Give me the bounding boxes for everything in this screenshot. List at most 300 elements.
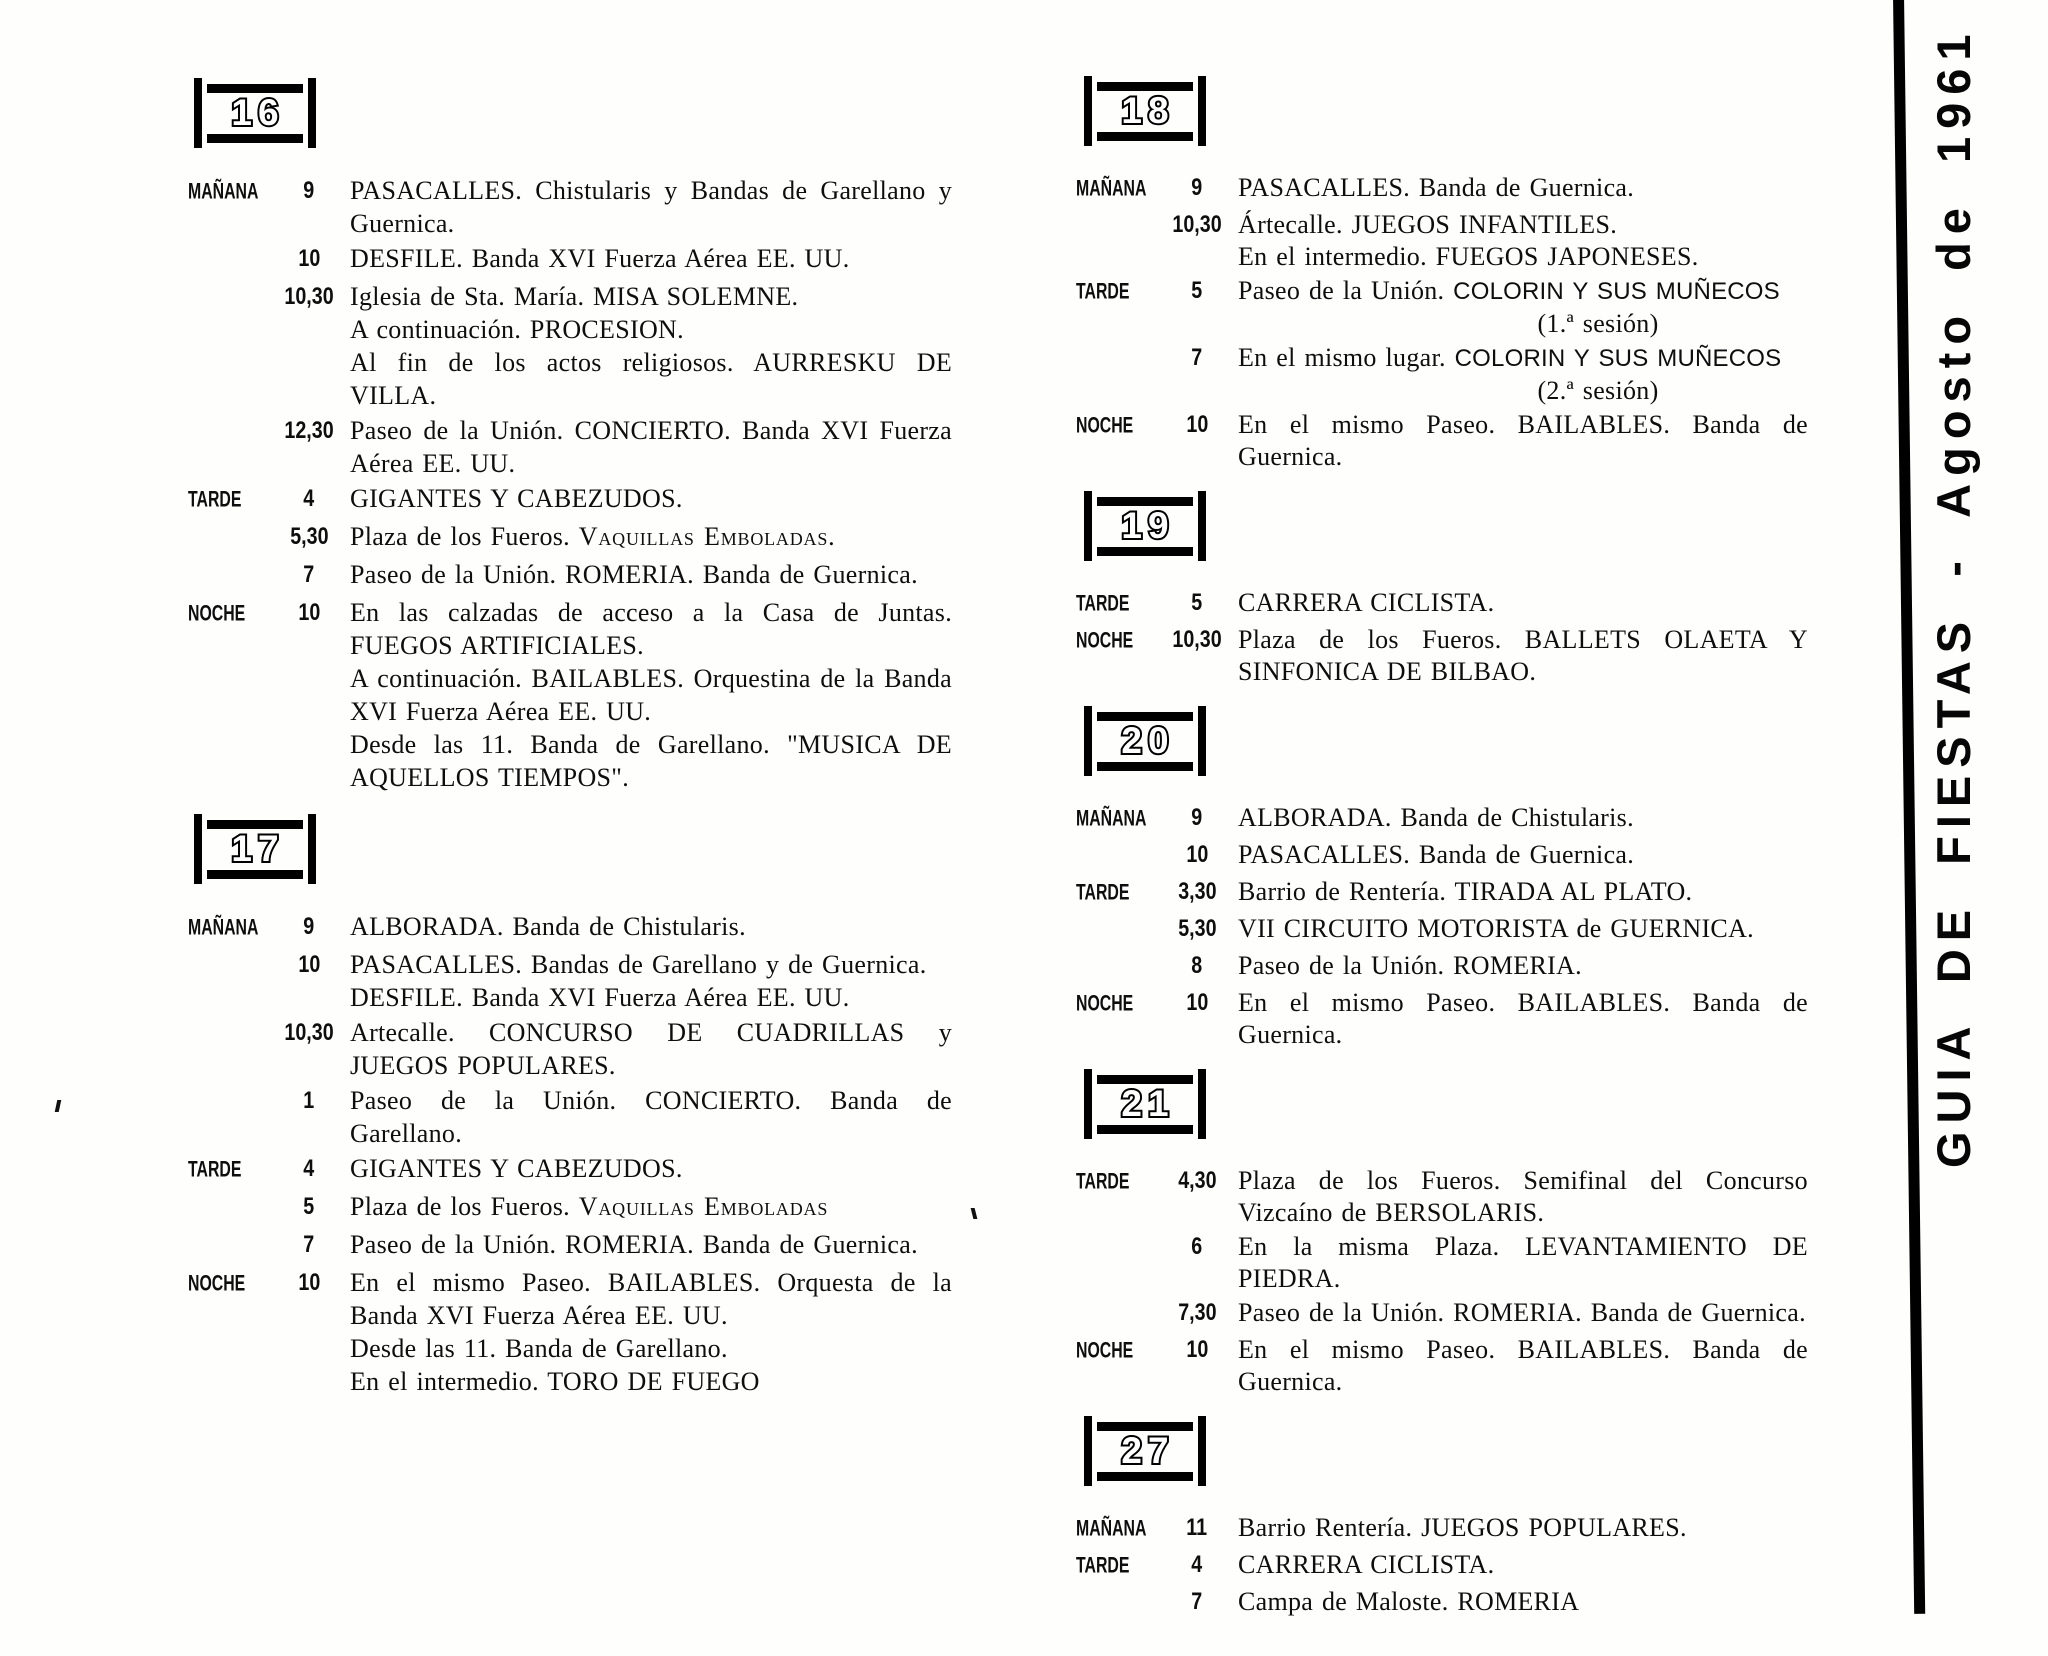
scan-speck bbox=[971, 1208, 978, 1219]
period-label bbox=[1076, 1231, 1134, 1296]
text-part: Desde las 11. Banda de Garellano. bbox=[350, 1334, 728, 1363]
text-part: GIGANTES Y CABEZUDOS. bbox=[350, 1154, 683, 1183]
entry-paragraph bbox=[1238, 587, 1808, 619]
entry-paragraph bbox=[1238, 876, 1808, 908]
day-box-frame bbox=[207, 820, 303, 879]
period-label: TARDE bbox=[1076, 278, 1130, 304]
text-part: En el mismo Paseo. BAILABLES. Banda de Guernica. bbox=[1238, 1335, 1808, 1396]
entry-text bbox=[1238, 1586, 1808, 1621]
period-label bbox=[188, 414, 246, 481]
schedule-entry bbox=[1076, 209, 1808, 273]
text-part: PASACALLES. Banda de Guernica. bbox=[1238, 840, 1635, 869]
time-text: 10,30 bbox=[1172, 626, 1222, 653]
schedule-entry bbox=[1076, 987, 1808, 1051]
entry-paragraph bbox=[1238, 987, 1808, 1051]
entry-paragraph bbox=[1238, 913, 1808, 945]
day-box-frame bbox=[1097, 1075, 1193, 1134]
schedule-entry bbox=[1076, 950, 1808, 985]
text-part: CARRERA CICLISTA. bbox=[1238, 1550, 1495, 1579]
time-value bbox=[274, 280, 344, 412]
text-part: Barrio Rentería. JUEGOS POPULARES. bbox=[1238, 1513, 1687, 1542]
period-label bbox=[1076, 342, 1134, 408]
schedule-entry bbox=[1076, 1231, 1808, 1295]
entry-text bbox=[1238, 876, 1808, 911]
text-part: Paseo de la Unión. CONCIERTO. Banda de Garellano. bbox=[350, 1086, 952, 1148]
entry-paragraph bbox=[1238, 1586, 1808, 1618]
entry-paragraph bbox=[350, 1016, 952, 1082]
time-text: 9 bbox=[303, 913, 315, 940]
period-label: TARDE bbox=[1076, 590, 1130, 616]
text-part: En las calzadas de acceso a la Casa de Juntas. FUEGOS ARTIFICIALES. bbox=[350, 598, 952, 660]
schedule-entry bbox=[188, 1016, 952, 1082]
schedule-entry bbox=[1076, 1334, 1808, 1398]
time-value bbox=[274, 558, 344, 594]
entry-paragraph bbox=[350, 1228, 952, 1261]
day-box-frame bbox=[207, 84, 303, 143]
text-part: Campa de Maloste. ROMERIA bbox=[1238, 1587, 1580, 1616]
entry-paragraph bbox=[350, 596, 952, 662]
schedule-entry bbox=[188, 596, 952, 794]
entry-text bbox=[1238, 209, 1808, 273]
text-part: Paseo de la Unión. ROMERIA. bbox=[1238, 951, 1582, 980]
schedule-entry bbox=[188, 558, 952, 594]
text-part: A continuación. PROCESION. bbox=[350, 315, 684, 344]
text-part: VII CIRCUITO MOTORISTA de GUERNICA. bbox=[1238, 914, 1754, 943]
period-label: TARDE bbox=[1076, 1168, 1130, 1194]
entry-paragraph bbox=[1238, 342, 1808, 375]
entry-text bbox=[350, 520, 952, 556]
entry-paragraph bbox=[350, 948, 952, 981]
schedule-entry bbox=[188, 1228, 952, 1264]
entry-paragraph bbox=[350, 981, 952, 1014]
schedule-entry bbox=[188, 174, 952, 240]
time-text: 4 bbox=[303, 485, 315, 512]
entry-text bbox=[350, 1016, 952, 1082]
schedule-entry bbox=[1076, 587, 1808, 622]
entry-paragraph bbox=[350, 1084, 952, 1150]
time-text: 6 bbox=[1191, 1233, 1203, 1260]
time-value bbox=[274, 1152, 344, 1188]
schedule-entry bbox=[188, 280, 952, 412]
period-label bbox=[188, 1016, 246, 1083]
entry-text bbox=[350, 1228, 952, 1264]
entry-paragraph bbox=[350, 313, 952, 346]
sidebar-vertical-title: GUIA DE FIESTAS - Agosto de 1961 bbox=[1927, 26, 1980, 1168]
schedule-entry bbox=[1076, 342, 1808, 407]
entry-paragraph bbox=[350, 174, 952, 240]
text-part: Plaza de los Fueros. bbox=[350, 522, 579, 551]
entry-paragraph bbox=[1238, 839, 1808, 871]
period-label bbox=[1076, 839, 1134, 875]
day-number: 20 bbox=[1121, 719, 1175, 761]
time-text: 5 bbox=[1191, 277, 1203, 304]
schedule-entry bbox=[188, 520, 952, 556]
time-text: 5,30 bbox=[1177, 915, 1217, 942]
entry-text bbox=[350, 242, 952, 278]
time-text: 4 bbox=[1191, 1551, 1203, 1578]
text-part: En el mismo Paseo. BAILABLES. Banda de Guernica. bbox=[1238, 988, 1808, 1049]
entry-text bbox=[1238, 1231, 1808, 1295]
text-part: COLORIN Y SUS MUÑECOS bbox=[1453, 278, 1780, 305]
period-label: NOCHE bbox=[188, 1270, 246, 1296]
time-text: 8 bbox=[1191, 952, 1203, 979]
time-text: 7 bbox=[303, 1231, 315, 1258]
text-part: (2.ª sesión) bbox=[1537, 376, 1659, 405]
entry-text bbox=[1238, 987, 1808, 1051]
schedule-entry bbox=[188, 482, 952, 518]
entry-text bbox=[350, 1084, 952, 1150]
entry-text bbox=[350, 174, 952, 240]
entry-text bbox=[1238, 624, 1808, 688]
schedule-entry bbox=[188, 1266, 952, 1398]
text-part: Desde las 11. Banda de Garellano. "MUSICA DE AQUELLOS TIEMPOS". bbox=[350, 730, 952, 792]
time-value bbox=[1162, 172, 1232, 207]
day-box bbox=[1084, 706, 1206, 776]
time-value bbox=[274, 1266, 344, 1398]
time-value bbox=[274, 1084, 344, 1150]
text-part: Artecalle. CONCURSO DE CUADRILLAS y JUEGOS POPULARES. bbox=[350, 1018, 952, 1080]
schedule-entry bbox=[1076, 275, 1808, 340]
time-text: 3,30 bbox=[1177, 878, 1217, 905]
time-text: 4,30 bbox=[1177, 1167, 1217, 1194]
text-part: Plaza de los Fueros. Semifinal del Concurso Vizcaíno de BERSOLARIS. bbox=[1238, 1166, 1808, 1227]
schedule-entry bbox=[188, 242, 952, 278]
schedule-entry bbox=[188, 948, 952, 1014]
text-part: En la misma Plaza. LEVANTAMIENTO DE PIEDRA. bbox=[1238, 1232, 1808, 1293]
text-part: Iglesia de Sta. María. MISA SOLEMNE. bbox=[350, 282, 799, 311]
entry-text bbox=[350, 1152, 952, 1188]
period-label bbox=[188, 1190, 246, 1227]
time-value bbox=[1162, 876, 1232, 911]
text-part: PASACALLES. Chistularis y Bandas de Garellano y Guernica. bbox=[350, 176, 952, 238]
time-value bbox=[1162, 987, 1232, 1051]
period-label bbox=[188, 1228, 246, 1265]
day-box bbox=[1084, 491, 1206, 561]
time-value bbox=[1162, 1512, 1232, 1547]
schedule-column-left bbox=[188, 58, 952, 1400]
period-label bbox=[188, 948, 246, 1015]
entry-text bbox=[1238, 1549, 1808, 1584]
text-part: CARRERA CICLISTA. bbox=[1238, 588, 1495, 617]
time-value bbox=[274, 242, 344, 278]
text-part: En el intermedio. TORO DE FUEGO bbox=[350, 1367, 760, 1396]
day-number: 17 bbox=[231, 827, 285, 869]
text-part: A continuación. BAILABLES. Orquestina de la Banda XVI Fuerza Aérea EE. UU. bbox=[350, 664, 952, 726]
entry-text bbox=[1238, 1334, 1808, 1398]
entry-paragraph bbox=[1238, 275, 1808, 308]
entry-paragraph bbox=[350, 482, 952, 515]
period-label: MAÑANA bbox=[188, 914, 259, 940]
entry-paragraph bbox=[350, 728, 952, 794]
text-part: En el mismo lugar. bbox=[1238, 343, 1455, 372]
day-box bbox=[1084, 76, 1206, 146]
day-box bbox=[194, 78, 316, 148]
time-text: 5,30 bbox=[289, 523, 329, 550]
text-part: COLORIN Y SUS MUÑECOS bbox=[1454, 345, 1782, 372]
time-text: 10,30 bbox=[284, 283, 334, 310]
time-text: 7 bbox=[1191, 344, 1203, 371]
time-text: 10,30 bbox=[1172, 211, 1222, 238]
text-part: En el mismo Paseo. BAILABLES. Banda de Guernica. bbox=[1238, 410, 1808, 471]
time-value bbox=[1162, 950, 1232, 985]
entry-text bbox=[350, 414, 952, 480]
day-number: 19 bbox=[1121, 504, 1175, 546]
time-value bbox=[1162, 587, 1232, 622]
day-box bbox=[1084, 1069, 1206, 1139]
time-text: 9 bbox=[303, 177, 315, 204]
time-text: 10,30 bbox=[284, 1019, 334, 1046]
time-text: 7 bbox=[303, 561, 315, 588]
entry-paragraph bbox=[350, 1266, 952, 1332]
text-part: Paseo de la Unión. ROMERIA. Banda de Guernica. bbox=[350, 560, 918, 589]
day-box-frame bbox=[1097, 497, 1193, 556]
time-value bbox=[1162, 839, 1232, 874]
entry-paragraph bbox=[1238, 409, 1808, 473]
schedule-entry bbox=[1076, 1165, 1808, 1229]
schedule-entry bbox=[188, 414, 952, 480]
entry-paragraph bbox=[1238, 209, 1808, 241]
time-text: 7,30 bbox=[1177, 1299, 1217, 1326]
period-label bbox=[1076, 1297, 1134, 1333]
entry-text bbox=[1238, 913, 1808, 948]
entry-paragraph bbox=[1238, 802, 1808, 834]
entry-text bbox=[350, 1266, 952, 1398]
sidebar-vertical-rule bbox=[1893, 0, 1925, 1614]
entry-text bbox=[1238, 409, 1808, 473]
time-value bbox=[1162, 275, 1232, 340]
day-number: 16 bbox=[231, 91, 285, 133]
time-text: 10 bbox=[1186, 841, 1208, 868]
period-label bbox=[1076, 209, 1134, 274]
text-part: DESFILE. Banda XVI Fuerza Aérea EE. UU. bbox=[350, 244, 850, 273]
period-label: MAÑANA bbox=[188, 178, 259, 204]
schedule-entry bbox=[188, 1190, 952, 1226]
period-label bbox=[1076, 913, 1134, 949]
entry-paragraph bbox=[1238, 308, 1808, 340]
period-label: NOCHE bbox=[1076, 412, 1134, 438]
period-label: NOCHE bbox=[1076, 990, 1134, 1016]
entry-text bbox=[1238, 587, 1808, 622]
day-number: 21 bbox=[1121, 1082, 1175, 1124]
schedule-entry bbox=[1076, 1549, 1808, 1584]
time-value bbox=[1162, 1586, 1232, 1621]
schedule-entry bbox=[1076, 839, 1808, 874]
time-value bbox=[274, 1016, 344, 1082]
entry-paragraph bbox=[350, 558, 952, 591]
scan-speck bbox=[55, 1100, 62, 1112]
entry-paragraph bbox=[1238, 1334, 1808, 1398]
time-value bbox=[1162, 624, 1232, 688]
text-part: Paseo de la Unión. bbox=[1238, 276, 1454, 305]
time-value bbox=[1162, 342, 1232, 407]
entry-text bbox=[1238, 275, 1808, 340]
entry-text bbox=[350, 910, 952, 946]
entry-paragraph bbox=[1238, 1231, 1808, 1295]
entry-text bbox=[350, 558, 952, 594]
period-label: TARDE bbox=[1076, 1552, 1130, 1578]
text-part: Paseo de la Unión. CONCIERTO. Banda XVI Fuerza Aérea EE. UU. bbox=[350, 416, 952, 478]
time-value bbox=[274, 1190, 344, 1226]
text-part: PASACALLES. Banda de Guernica. bbox=[1238, 173, 1635, 202]
time-value bbox=[274, 174, 344, 240]
time-value bbox=[274, 596, 344, 794]
text-part: Al fin de los actos religiosos. AURRESKU DE VILLA. bbox=[350, 348, 952, 410]
time-value bbox=[274, 520, 344, 556]
time-value bbox=[1162, 209, 1232, 273]
time-text: 12,30 bbox=[284, 417, 334, 444]
time-text: 9 bbox=[1191, 174, 1203, 201]
entry-text bbox=[350, 482, 952, 518]
text-part: (1.ª sesión) bbox=[1537, 309, 1659, 338]
entry-paragraph bbox=[350, 910, 952, 943]
day-box bbox=[1084, 1416, 1206, 1486]
day-box-frame bbox=[1097, 1422, 1193, 1481]
entry-text bbox=[1238, 839, 1808, 874]
text-part: Vaquillas Emboladas bbox=[578, 1192, 829, 1221]
entry-paragraph bbox=[350, 520, 952, 553]
time-value bbox=[274, 910, 344, 946]
text-part: Plaza de los Fueros. bbox=[350, 1192, 579, 1221]
time-value bbox=[1162, 1334, 1232, 1398]
entry-paragraph bbox=[350, 1152, 952, 1185]
period-label: MAÑANA bbox=[1076, 805, 1147, 831]
entry-paragraph bbox=[350, 1190, 952, 1223]
entry-text bbox=[350, 280, 952, 412]
text-part: Plaza de los Fueros. BALLETS OLAETA Y SINFONICA DE BILBAO. bbox=[1238, 625, 1808, 686]
schedule-entry bbox=[1076, 802, 1808, 837]
entry-text bbox=[350, 1190, 952, 1226]
text-part: ALBORADA. Banda de Chistularis. bbox=[350, 912, 746, 941]
time-text: 11 bbox=[1186, 1514, 1208, 1541]
time-text: 7 bbox=[1191, 1588, 1203, 1615]
schedule-entry bbox=[188, 1084, 952, 1150]
schedule-entry bbox=[1076, 913, 1808, 948]
text-part: Vaquillas Emboladas. bbox=[578, 522, 836, 551]
period-label: NOCHE bbox=[1076, 627, 1134, 653]
schedule-entry bbox=[188, 1152, 952, 1188]
period-label: TARDE bbox=[188, 1156, 242, 1182]
day-number: 18 bbox=[1121, 89, 1175, 131]
time-value bbox=[1162, 409, 1232, 473]
time-text: 5 bbox=[1191, 589, 1203, 616]
text-part: GIGANTES Y CABEZUDOS. bbox=[350, 484, 683, 513]
entry-paragraph bbox=[350, 414, 952, 480]
period-label bbox=[1076, 950, 1134, 986]
time-value bbox=[1162, 802, 1232, 837]
entry-text bbox=[350, 948, 952, 1014]
schedule-entry bbox=[1076, 1297, 1808, 1332]
day-number: 27 bbox=[1121, 1429, 1175, 1471]
entry-text bbox=[1238, 1512, 1808, 1547]
entry-paragraph bbox=[1238, 241, 1808, 273]
schedule-entry bbox=[1076, 1512, 1808, 1547]
entry-text bbox=[1238, 1165, 1808, 1229]
entry-paragraph bbox=[350, 662, 952, 728]
schedule-column-right bbox=[1076, 58, 1808, 1623]
entry-paragraph bbox=[1238, 1297, 1808, 1329]
period-label: TARDE bbox=[188, 486, 242, 512]
schedule-entry bbox=[188, 910, 952, 946]
entry-paragraph bbox=[1238, 624, 1808, 688]
time-text: 10 bbox=[298, 245, 320, 272]
text-part: Barrio de Rentería. TIRADA AL PLATO. bbox=[1238, 877, 1693, 906]
time-value bbox=[1162, 1231, 1232, 1295]
entry-paragraph bbox=[1238, 1549, 1808, 1581]
entry-paragraph bbox=[350, 1332, 952, 1365]
schedule-entry bbox=[1076, 624, 1808, 688]
schedule-entry bbox=[1076, 876, 1808, 911]
time-value bbox=[1162, 1297, 1232, 1332]
period-label bbox=[188, 520, 246, 557]
text-part: En el mismo Paseo. BAILABLES. Orquesta de la Banda XVI Fuerza Aérea EE. UU. bbox=[350, 1268, 952, 1330]
text-part: PASACALLES. Bandas de Garellano y de Guernica. bbox=[350, 950, 927, 979]
text-part: Paseo de la Unión. ROMERIA. Banda de Guernica. bbox=[1238, 1298, 1806, 1327]
time-value bbox=[1162, 913, 1232, 948]
schedule-entry bbox=[1076, 1586, 1808, 1621]
period-label: NOCHE bbox=[188, 600, 246, 626]
time-text: 10 bbox=[1186, 411, 1208, 438]
time-value bbox=[1162, 1165, 1232, 1229]
time-value bbox=[274, 948, 344, 1014]
day-box-frame bbox=[1097, 82, 1193, 141]
entry-paragraph bbox=[350, 242, 952, 275]
time-text: 10 bbox=[1186, 1336, 1208, 1363]
text-part: En el intermedio. FUEGOS JAPONESES. bbox=[1238, 242, 1699, 271]
period-label: TARDE bbox=[1076, 879, 1130, 905]
entry-text bbox=[1238, 172, 1808, 207]
period-label bbox=[188, 1084, 246, 1151]
time-value bbox=[274, 482, 344, 518]
period-label bbox=[188, 280, 246, 415]
day-box-frame bbox=[1097, 712, 1193, 771]
text-part: ALBORADA. Banda de Chistularis. bbox=[1238, 803, 1634, 832]
text-part: Paseo de la Unión. ROMERIA. Banda de Guernica. bbox=[350, 1230, 918, 1259]
schedule-entry bbox=[1076, 409, 1808, 473]
time-text: 1 bbox=[303, 1087, 315, 1114]
entry-paragraph bbox=[1238, 1512, 1808, 1544]
time-value bbox=[1162, 1549, 1232, 1584]
time-text: 9 bbox=[1191, 804, 1203, 831]
time-value bbox=[274, 414, 344, 480]
time-text: 10 bbox=[298, 951, 320, 978]
period-label: NOCHE bbox=[1076, 1337, 1134, 1363]
day-box bbox=[194, 814, 316, 884]
entry-paragraph bbox=[350, 346, 952, 412]
text-part: Ártecalle. JUEGOS INFANTILES. bbox=[1238, 210, 1618, 239]
entry-paragraph bbox=[1238, 375, 1808, 407]
entry-paragraph bbox=[1238, 172, 1808, 204]
entry-paragraph bbox=[1238, 1165, 1808, 1229]
entry-text bbox=[1238, 342, 1808, 407]
schedule-entry bbox=[1076, 172, 1808, 207]
time-text: 10 bbox=[298, 1269, 320, 1296]
text-part: DESFILE. Banda XVI Fuerza Aérea EE. UU. bbox=[350, 983, 850, 1012]
time-text: 4 bbox=[303, 1155, 315, 1182]
time-text: 10 bbox=[1186, 989, 1208, 1016]
entry-paragraph bbox=[350, 280, 952, 313]
entry-text bbox=[350, 596, 952, 794]
time-text: 5 bbox=[303, 1193, 315, 1220]
period-label: MAÑANA bbox=[1076, 1515, 1147, 1541]
entry-paragraph bbox=[350, 1365, 952, 1398]
period-label: MAÑANA bbox=[1076, 175, 1147, 201]
entry-text bbox=[1238, 950, 1808, 985]
entry-text bbox=[1238, 802, 1808, 837]
time-text: 10 bbox=[298, 599, 320, 626]
period-label bbox=[188, 558, 246, 595]
entry-text bbox=[1238, 1297, 1808, 1332]
period-label bbox=[188, 242, 246, 279]
